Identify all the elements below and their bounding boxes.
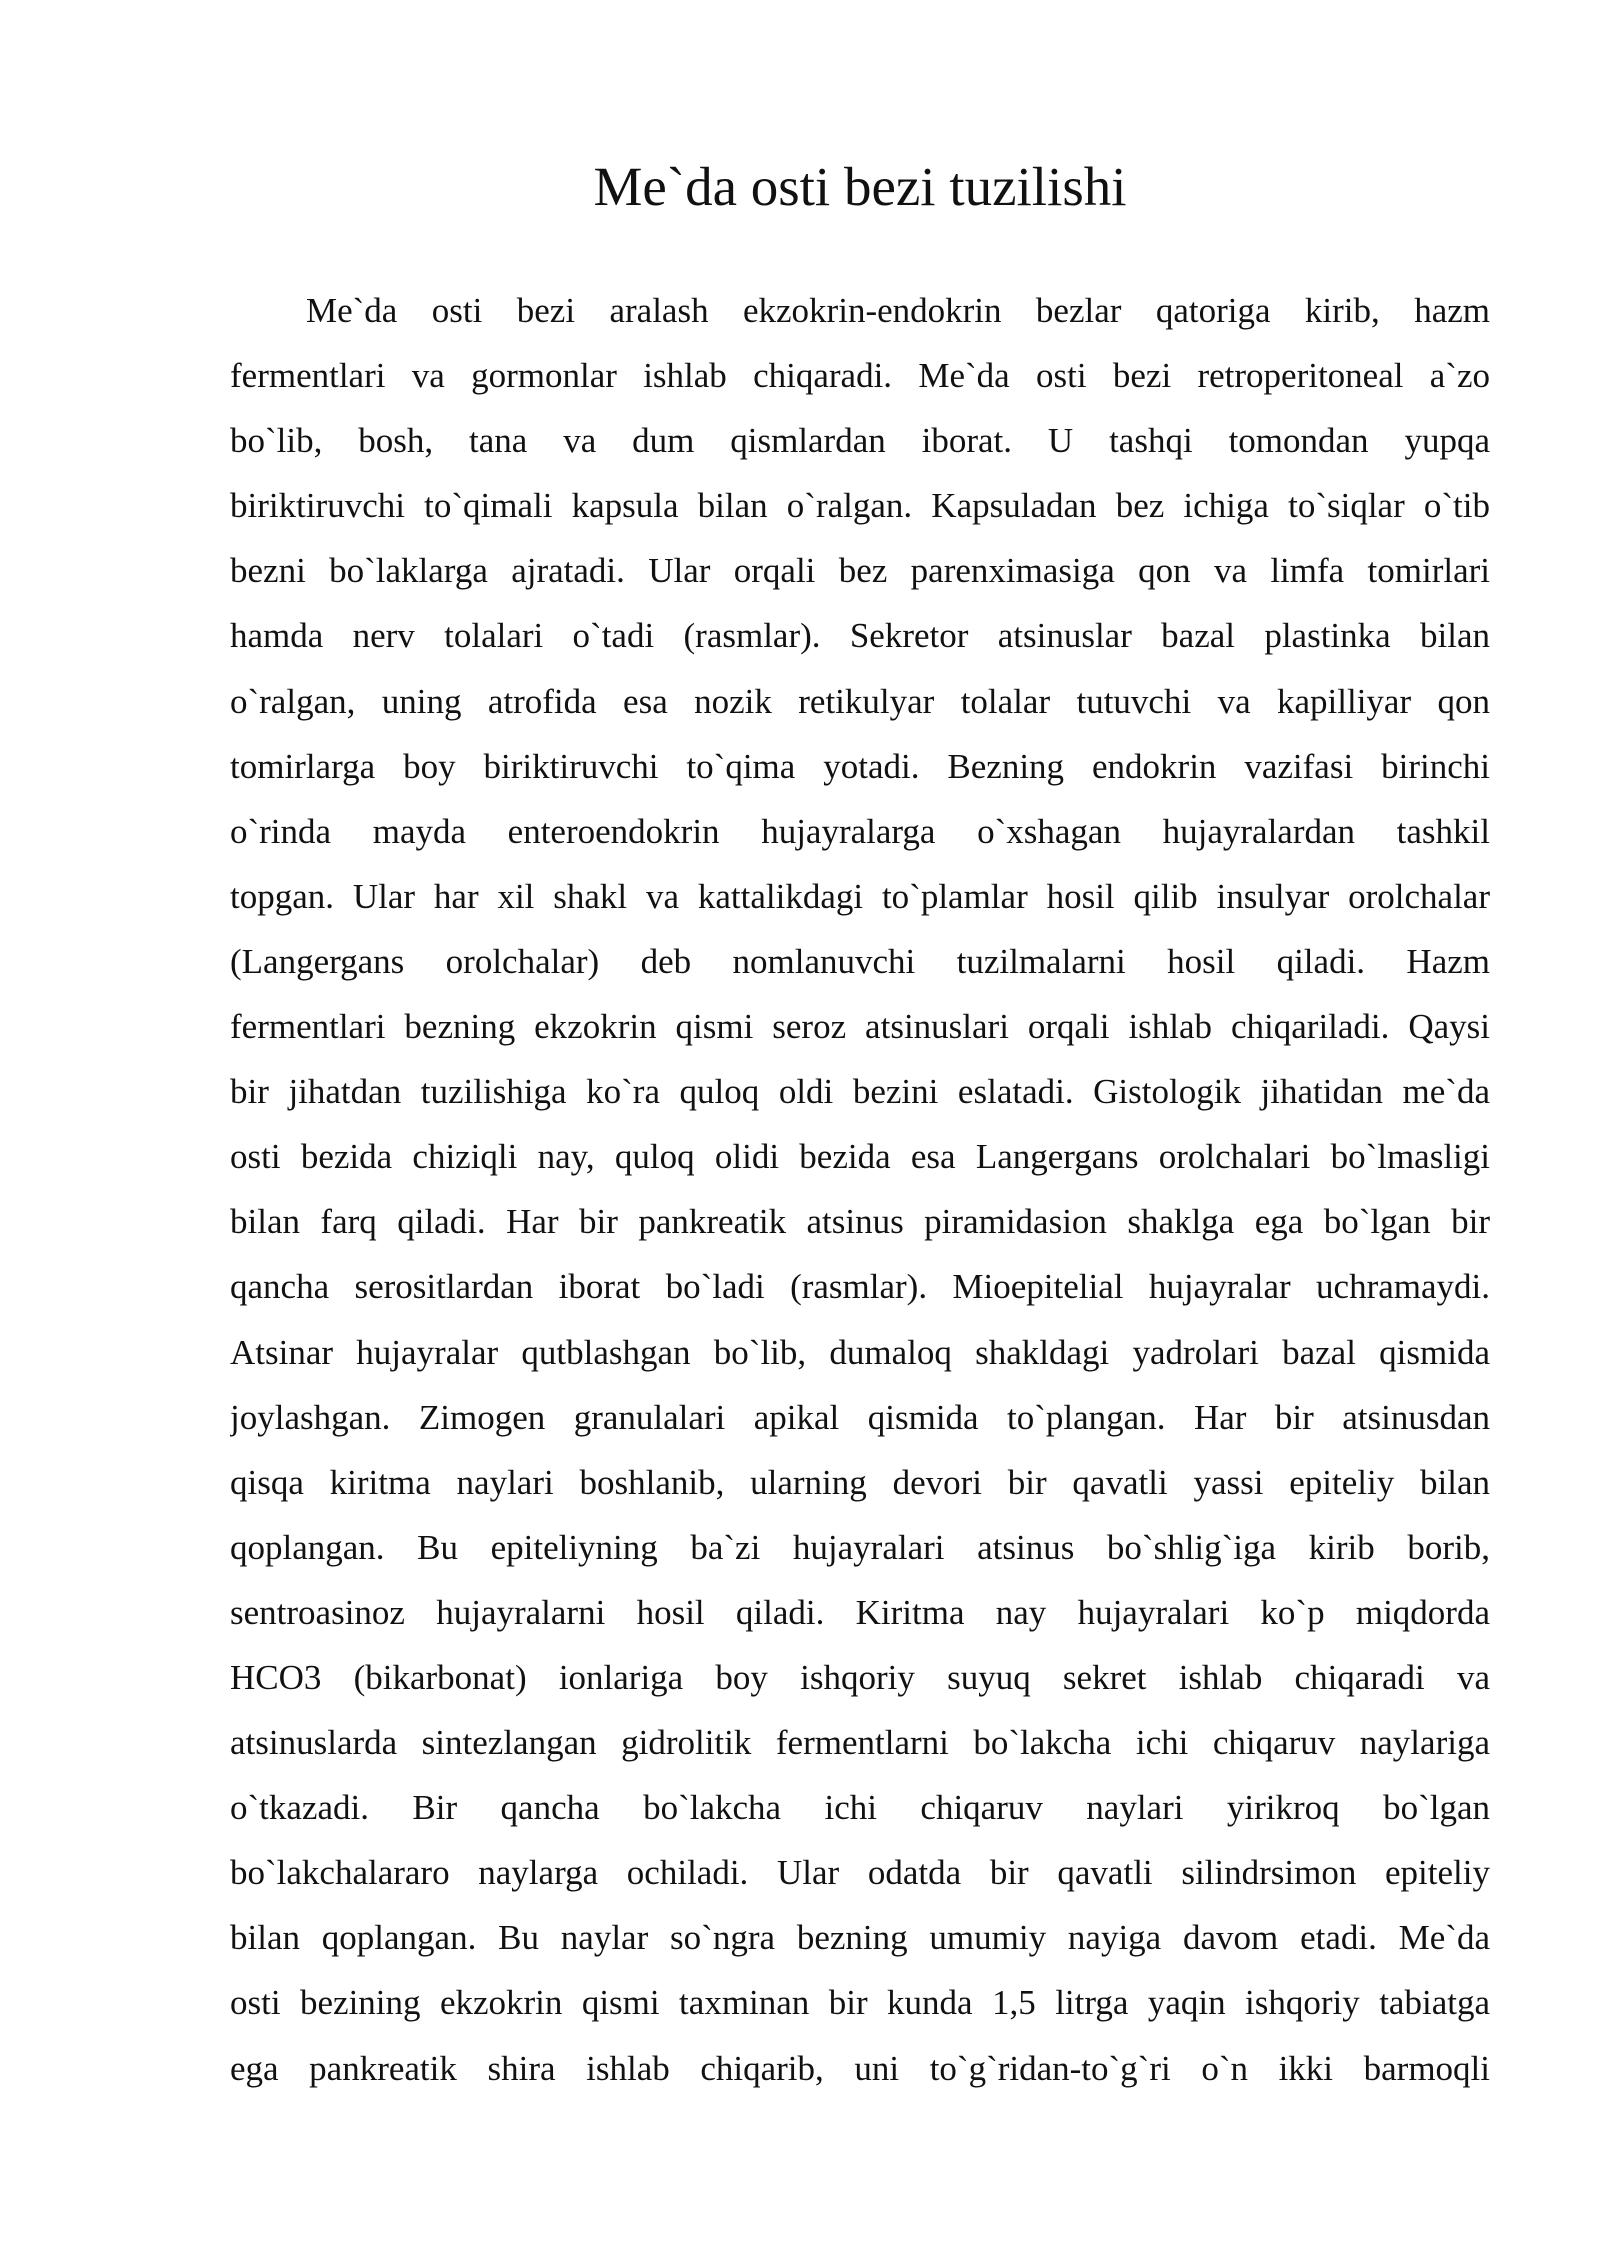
- text-line: topgan. Ular har xil shakl va kattalikdagi to`plamlar hosil qilib insulyar orolchalar: [230, 876, 1490, 916]
- text-line: bo`lib, bosh, tana va dum qismlardan iborat. U tashqi tomondan yupqa: [230, 421, 1490, 461]
- text-line: sentroasinoz hujayralarni hosil qiladi. Kiritma nay hujayralari ko`p miqdorda: [230, 1592, 1490, 1632]
- text-line: qancha serositlardan iborat bo`ladi (rasmlar). Mioepitelial hujayralar uchramaydi.: [230, 1267, 1490, 1307]
- text-line: atsinuslarda sintezlangan gidrolitik fermentlarni bo`lakcha ichi chiqaruv naylariga: [230, 1723, 1490, 1763]
- body-paragraph: [230, 278, 1490, 2101]
- text-line: Me`da osti bezi aralash ekzokrin-endokrin bezlar qatoriga kirib, hazm: [306, 291, 1490, 330]
- text-line: Atsinar hujayralar qutblashgan bo`lib, dumaloq shakldagi yadrolari bazal qismida: [230, 1332, 1490, 1372]
- text-line: bilan qoplangan. Bu naylar so`ngra bezning umumiy nayiga davom etadi. Me`da: [230, 1918, 1490, 1958]
- text-line: ega pankreatik shira ishlab chiqarib, uni to`g`ridan-to`g`ri o`n ikki barmoqli: [230, 2048, 1490, 2088]
- text-line: hamda nerv tolalari o`tadi (rasmlar). Sekretor atsinuslar bazal plastinka bilan: [230, 616, 1490, 656]
- document-title: Me`da osti bezi tuzilishi: [593, 156, 1127, 217]
- text-line: qoplangan. Bu epiteliyning ba`zi hujayralari atsinus bo`shlig`iga kirib borib,: [230, 1527, 1490, 1567]
- text-line: fermentlari bezning ekzokrin qismi seroz atsinuslari orqali ishlab chiqariladi. Qaysi: [230, 1007, 1490, 1047]
- text-line: HCO3 (bikarbonat) ionlariga boy ishqoriy suyuq sekret ishlab chiqaradi va: [230, 1657, 1490, 1697]
- text-line: (Langergans orolchalar) deb nomlanuvchi tuzilmalarni hosil qiladi. Hazm: [230, 941, 1490, 981]
- text-line: qisqa kiritma naylari boshlanib, ularning devori bir qavatli yassi epiteliy bilan: [230, 1462, 1490, 1502]
- text-line: biriktiruvchi to`qimali kapsula bilan o`ralgan. Kapsuladan bez ichiga to`siqlar o`tib: [230, 486, 1490, 526]
- text-line: fermentlari va gormonlar ishlab chiqaradi. Me`da osti bezi retroperitoneal a`zo: [230, 356, 1490, 396]
- text-line: o`tkazadi. Bir qancha bo`lakcha ichi chiqaruv naylari yirikroq bo`lgan: [230, 1788, 1490, 1828]
- text-line: bezni bo`laklarga ajratadi. Ular orqali bez parenximasiga qon va limfa tomirlari: [230, 551, 1490, 591]
- text-line: tomirlarga boy biriktiruvchi to`qima yotadi. Bezning endokrin vazifasi birinchi: [230, 746, 1490, 786]
- text-line: joylashgan. Zimogen granulalari apikal qismida to`plangan. Har bir atsinusdan: [230, 1397, 1490, 1437]
- text-line: osti bezida chiziqli nay, quloq olidi bezida esa Langergans orolchalari bo`lmasligi: [230, 1137, 1490, 1177]
- text-line: o`ralgan, uning atrofida esa nozik retikulyar tolalar tutuvchi va kapilliyar qon: [230, 681, 1490, 721]
- text-line: bir jihatdan tuzilishiga ko`ra quloq oldi bezini eslatadi. Gistologik jihatidan me`da: [230, 1072, 1490, 1112]
- text-line: bilan farq qiladi. Har bir pankreatik atsinus piramidasion shaklga ega bo`lgan bir: [230, 1202, 1490, 1242]
- text-line: o`rinda mayda enteroendokrin hujayralarga o`xshagan hujayralardan tashkil: [230, 811, 1490, 851]
- text-line: osti bezining ekzokrin qismi taxminan bir kunda 1,5 litrga yaqin ishqoriy tabiatga: [230, 1983, 1490, 2023]
- text-line: bo`lakchalararo naylarga ochiladi. Ular odatda bir qavatli silindrsimon epiteliy: [230, 1853, 1490, 1893]
